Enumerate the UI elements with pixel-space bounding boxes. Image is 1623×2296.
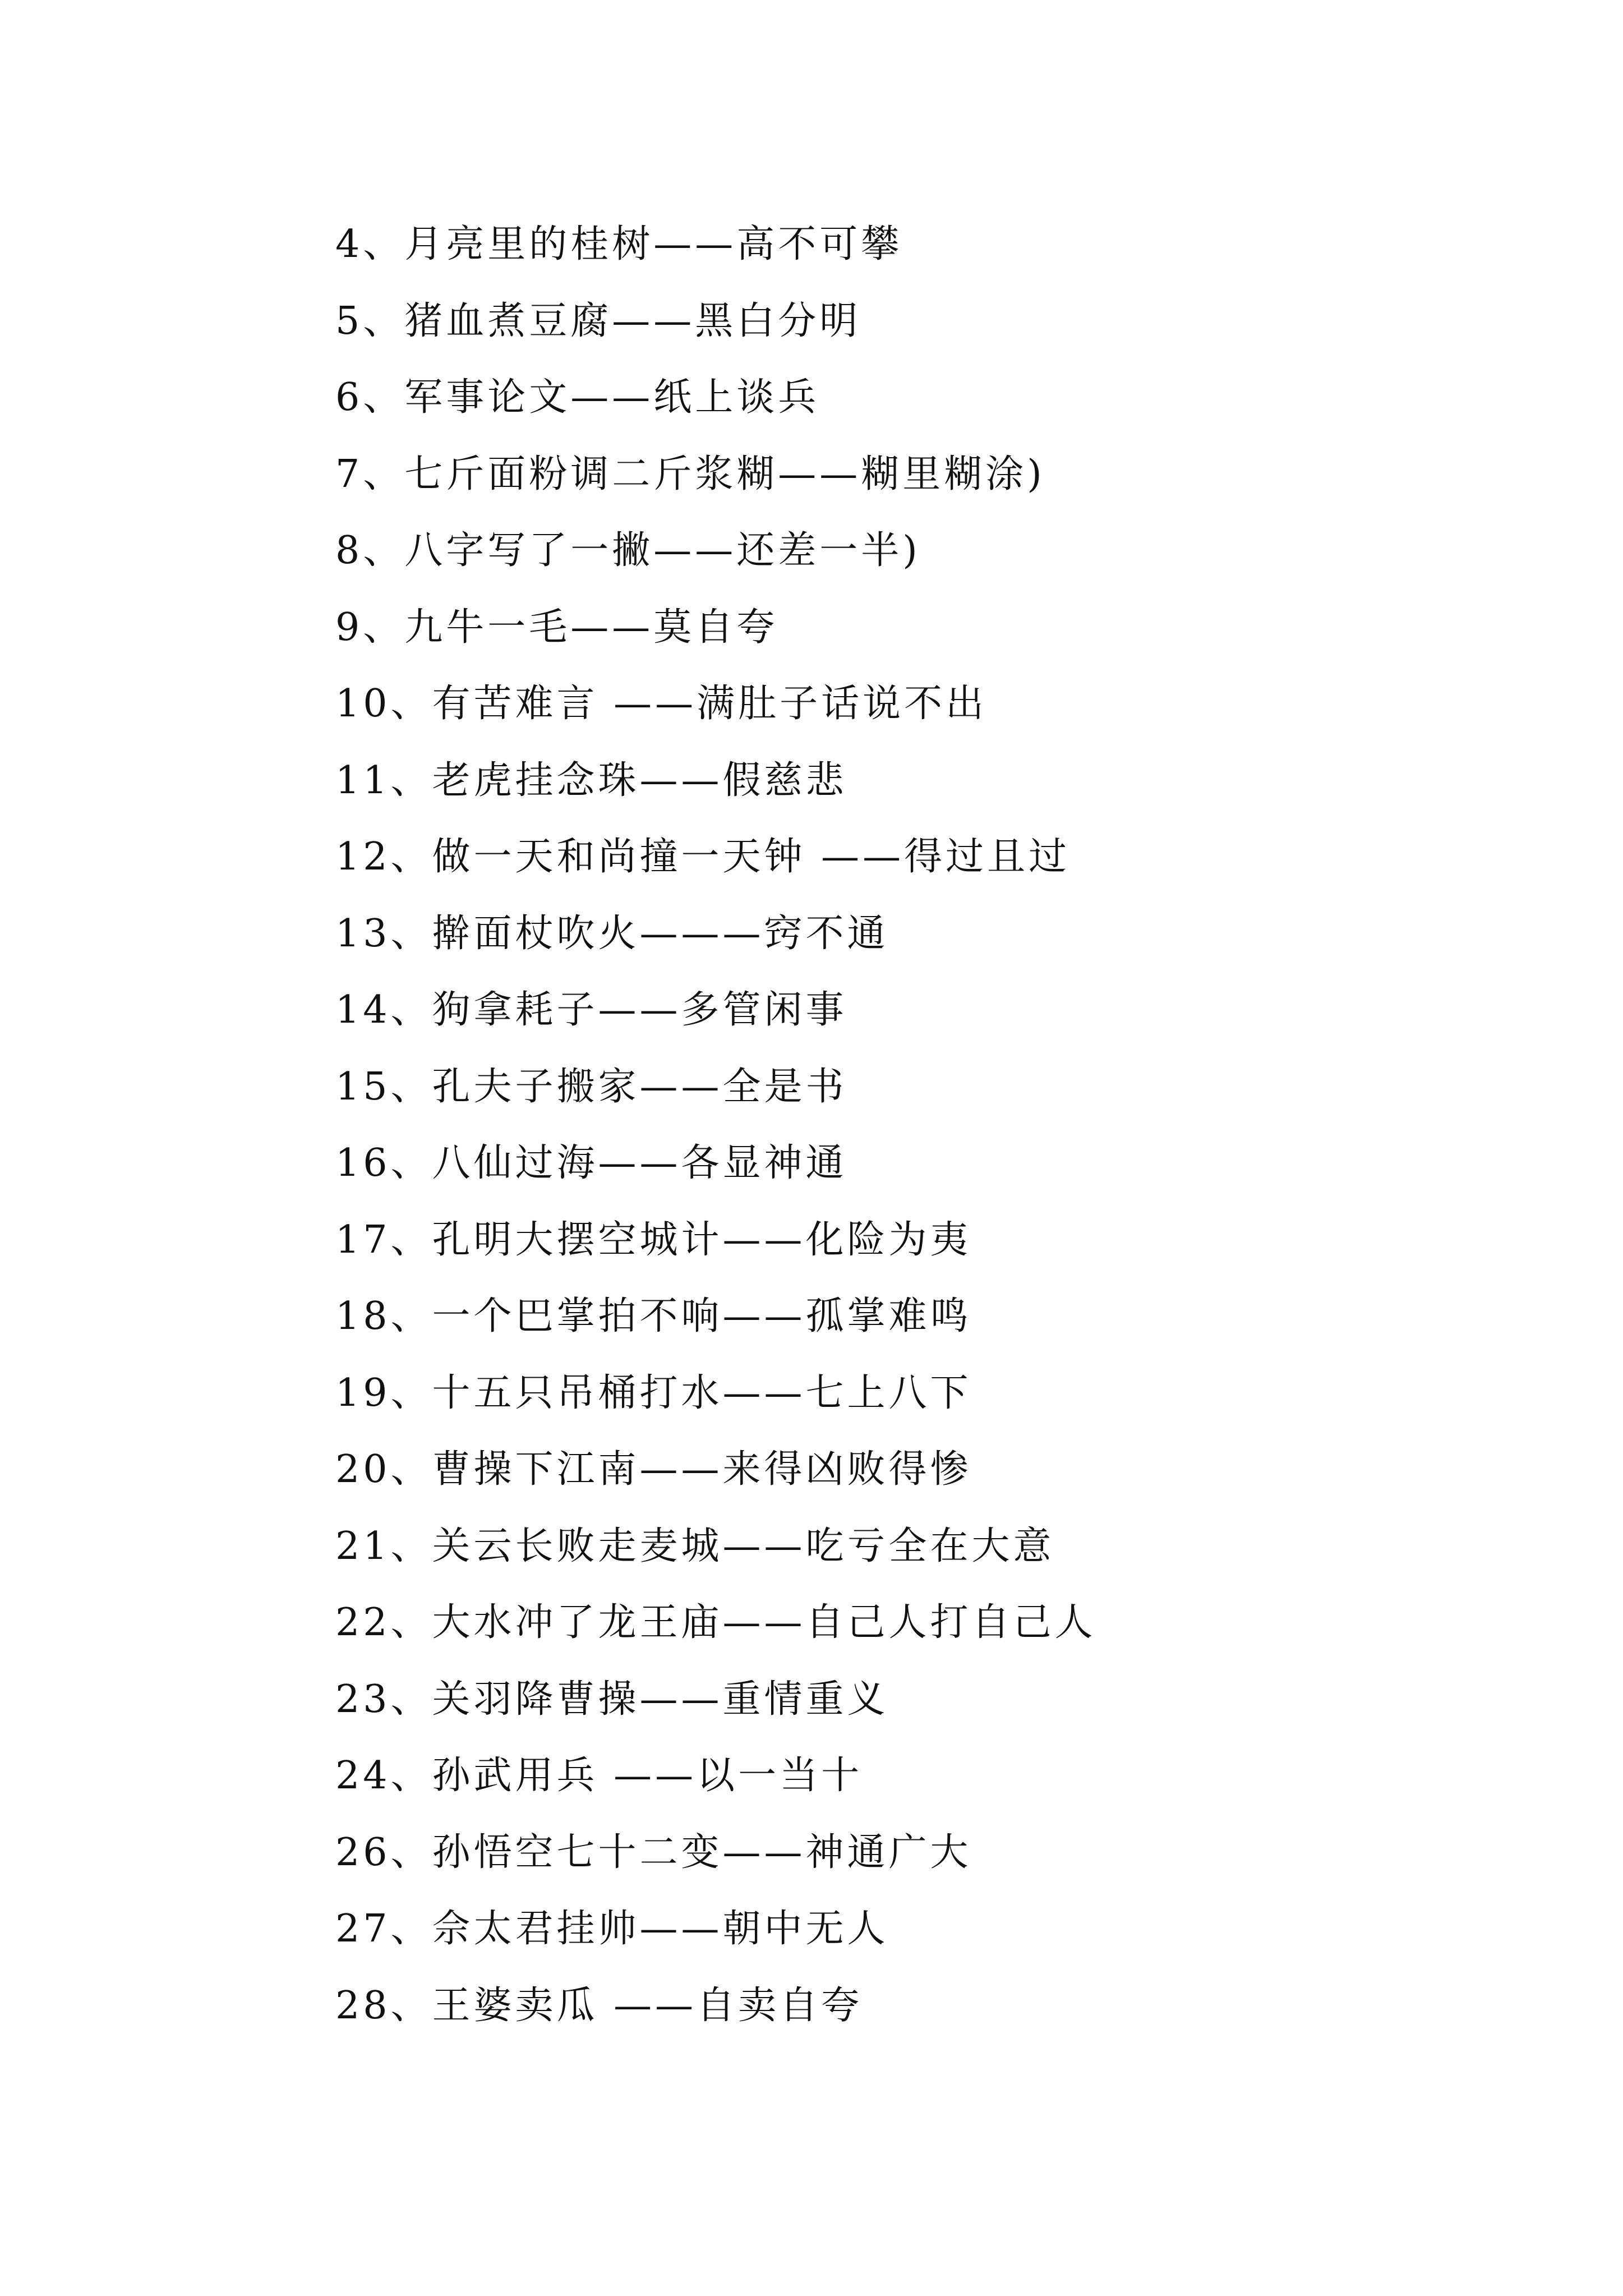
list-item: 26、孙悟空七十二变——神通广大 xyxy=(335,1830,972,1875)
xiehouyu-list xyxy=(335,217,1096,2054)
list-item: 15、孔夫子搬家——全是书 xyxy=(335,1064,847,1109)
list-item: 4、月亮里的桂树——高不可攀 xyxy=(335,222,903,266)
list-item: 27、佘太君挂帅——朝中无人 xyxy=(335,1907,889,1951)
list-item: 12、做一天和尚撞一天钟 ——得过且过 xyxy=(335,835,1071,879)
list-item: 16、八仙过海——各显神通 xyxy=(335,1141,847,1185)
list-item: 6、军事论文——纸上谈兵 xyxy=(335,375,820,420)
list-item: 20、曹操下江南——来得凶败得惨 xyxy=(335,1447,972,1492)
list-item: 18、一个巴掌拍不响——孤掌难鸣 xyxy=(335,1294,972,1338)
list-item: 10、有苦难言 ——满肚子话说不出 xyxy=(335,682,988,726)
list-item: 24、孙武用兵 ——以一当十 xyxy=(335,1754,863,1798)
list-item: 22、大水冲了龙王庙——自己人打自己人 xyxy=(335,1600,1096,1645)
list-item: 28、王婆卖瓜 ——自卖自夸 xyxy=(335,1983,863,2028)
list-item: 11、老虎挂念珠——假慈悲 xyxy=(335,758,847,803)
list-item: 17、孔明大摆空城计——化险为夷 xyxy=(335,1217,972,1262)
list-item: 7、七斤面粉调二斤浆糊——糊里糊涂) xyxy=(335,452,1045,496)
list-item: 5、猪血煮豆腐——黑白分明 xyxy=(335,298,861,343)
list-item: 13、擀面杖吹火———窍不通 xyxy=(335,911,889,956)
list-item: 21、关云长败走麦城——吃亏全在大意 xyxy=(335,1524,1055,1568)
list-item: 19、十五只吊桶打水——七上八下 xyxy=(335,1370,972,1415)
list-item: 8、八字写了一撇——还差一半) xyxy=(335,528,921,573)
list-item: 9、九牛一毛——莫自夸 xyxy=(335,605,778,650)
list-item: 23、关羽降曹操——重情重义 xyxy=(335,1677,889,1722)
list-item: 14、狗拿耗子——多管闲事 xyxy=(335,988,847,1032)
